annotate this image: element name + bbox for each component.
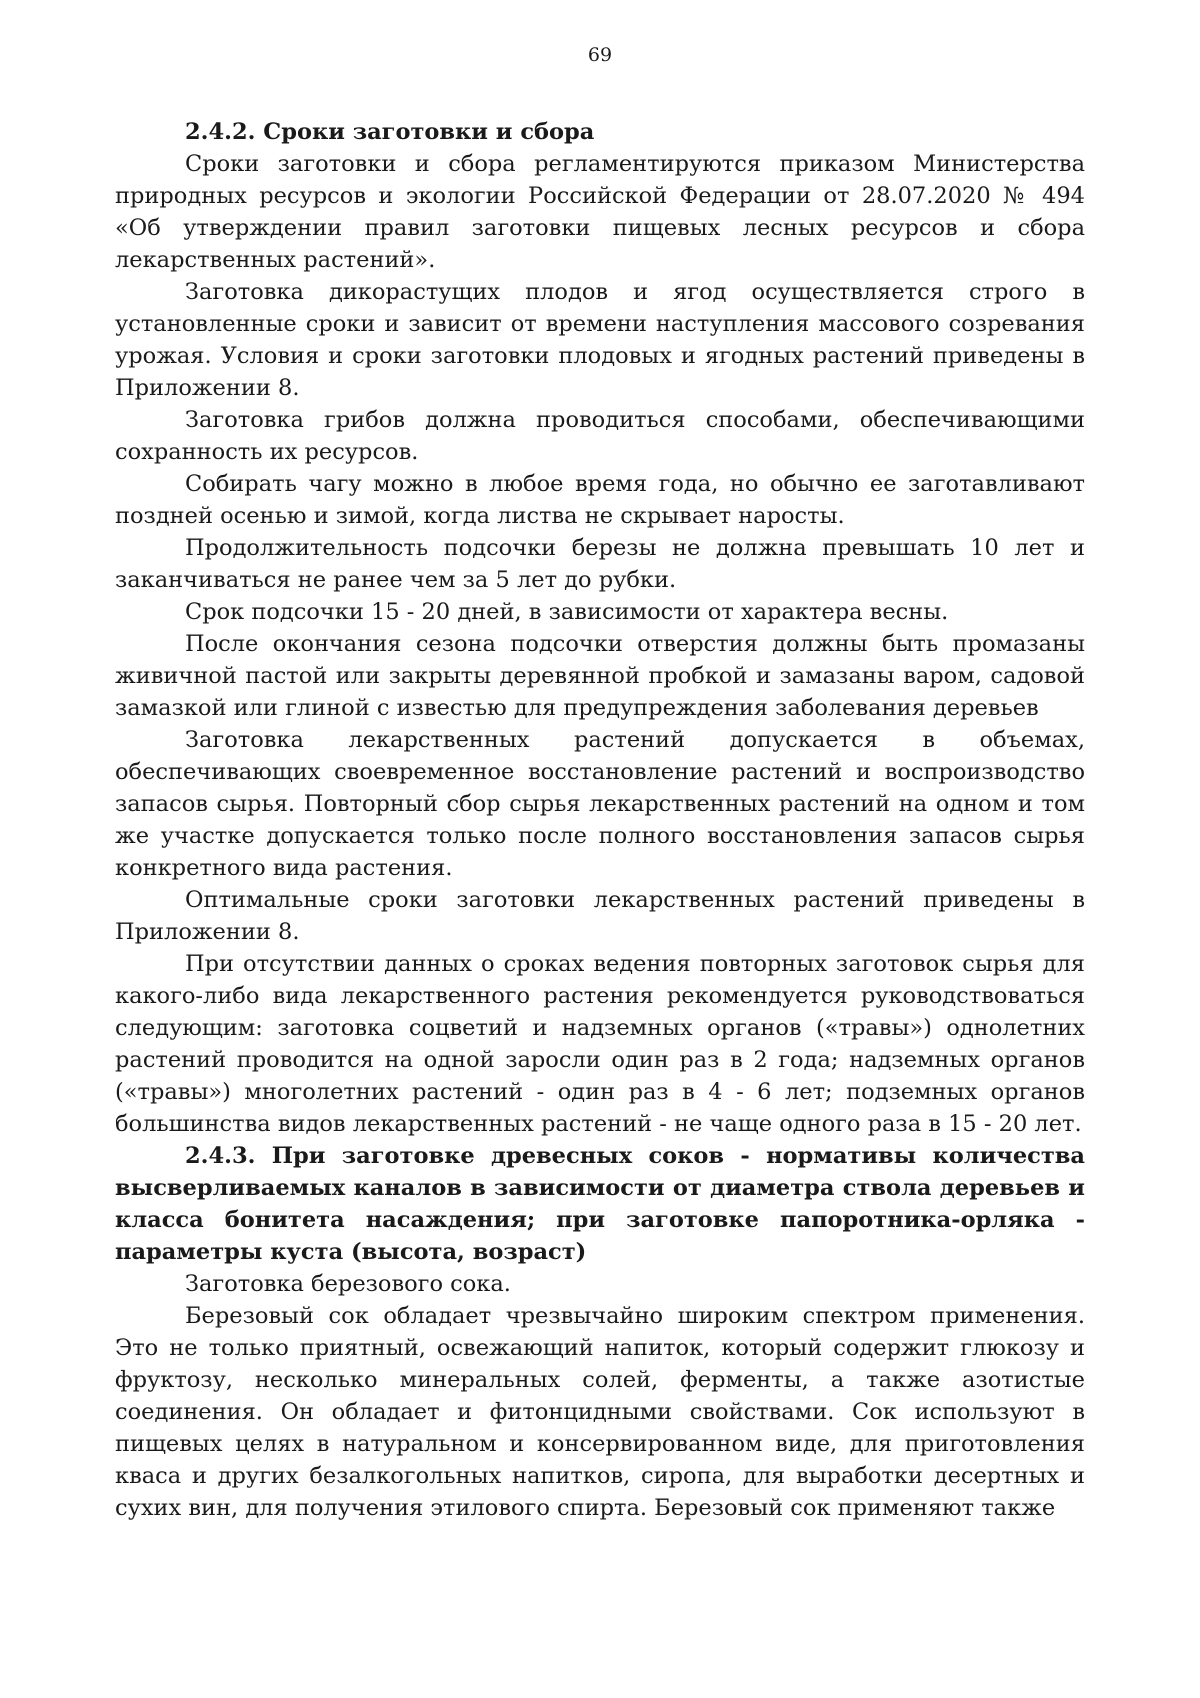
paragraph: После окончания сезона подсочки отверстия должны быть промазаны живичной пастой или закрыты деревянной пробкой и замазаны варом, садовой замазкой или глиной с известью для предупреждения заболевания деревьев	[115, 631, 1085, 721]
paragraph: При отсутствии данных о сроках ведения повторных заготовок сырья для какого-либо вида лекарственного растения рекомендуется руководствоваться следующим: заготовка соцветий и надземных органов («травы») однолетних растений проводится на одной заросли один раз в 2 года; надземных органов («травы») многолетних растений - один раз в 4 - 6 лет; подземных органов большинства видов лекарственных растений - не чаще одного раза в 15 - 20 лет.	[115, 951, 1085, 1137]
section-heading-2-4-3: 2.4.3. При заготовке древесных соков - нормативы количества высверливаемых каналов в зависимости от диаметра ствола деревьев и класса бонитета насаждения; при заготовке папоротника-орляка - параметры куста (высота, возраст)	[115, 1143, 1085, 1265]
paragraph: Заготовка дикорастущих плодов и ягод осуществляется строго в установленные сроки и зависит от времени наступления массового созревания урожая. Условия и сроки заготовки плодовых и ягодных растений приведены в Приложении 8.	[115, 279, 1085, 401]
paragraph: Заготовка березового сока.	[185, 1271, 511, 1297]
paragraph: Срок подсочки 15 - 20 дней, в зависимости от характера весны.	[185, 599, 949, 625]
paragraph: Заготовка грибов должна проводиться способами, обеспечивающими сохранность их ресурсов.	[115, 407, 1085, 465]
paragraph: Сроки заготовки и сбора регламентируются приказом Министерства природных ресурсов и экологии Российской Федерации от 28.07.2020 № 494 «Об утверждении правил заготовки пищевых лесных ресурсов и сбора лекарственных растений».	[115, 151, 1085, 273]
page-content	[115, 116, 1085, 1524]
page-number: 69	[587, 44, 613, 66]
section-heading-2-4-2: 2.4.2. Сроки заготовки и сбора	[185, 119, 595, 145]
paragraph-continued: Березовый сок обладает чрезвычайно широким спектром применения. Это не только приятный, освежающий напиток, который содержит глюкозу и фруктозу, несколько минеральных солей, ферменты, а также азотистые соединения. Он обладает и фитонцидными свойствами. Сок используют в пищевых целях в натуральном и консервированном виде, для приготовления кваса и других безалкогольных напитков, сиропа, для выработки десертных и сухих вин, для получения этилового спирта. Березовый сок применяют также	[115, 1303, 1085, 1521]
paragraph: Продолжительность подсочки березы не должна превышать 10 лет и заканчиваться не ранее чем за 5 лет до рубки.	[115, 535, 1085, 593]
paragraph: Заготовка лекарственных растений допускается в объемах, обеспечивающих своевременное восстановление растений и воспроизводство запасов сырья. Повторный сбор сырья лекарственных растений на одном и том же участке допускается только после полного восстановления запасов сырья конкретного вида растения.	[115, 727, 1085, 881]
paragraph: Оптимальные сроки заготовки лекарственных растений приведены в Приложении 8.	[115, 887, 1085, 945]
paragraph: Собирать чагу можно в любое время года, но обычно ее заготавливают поздней осенью и зимой, когда листва не скрывает наросты.	[115, 471, 1085, 529]
